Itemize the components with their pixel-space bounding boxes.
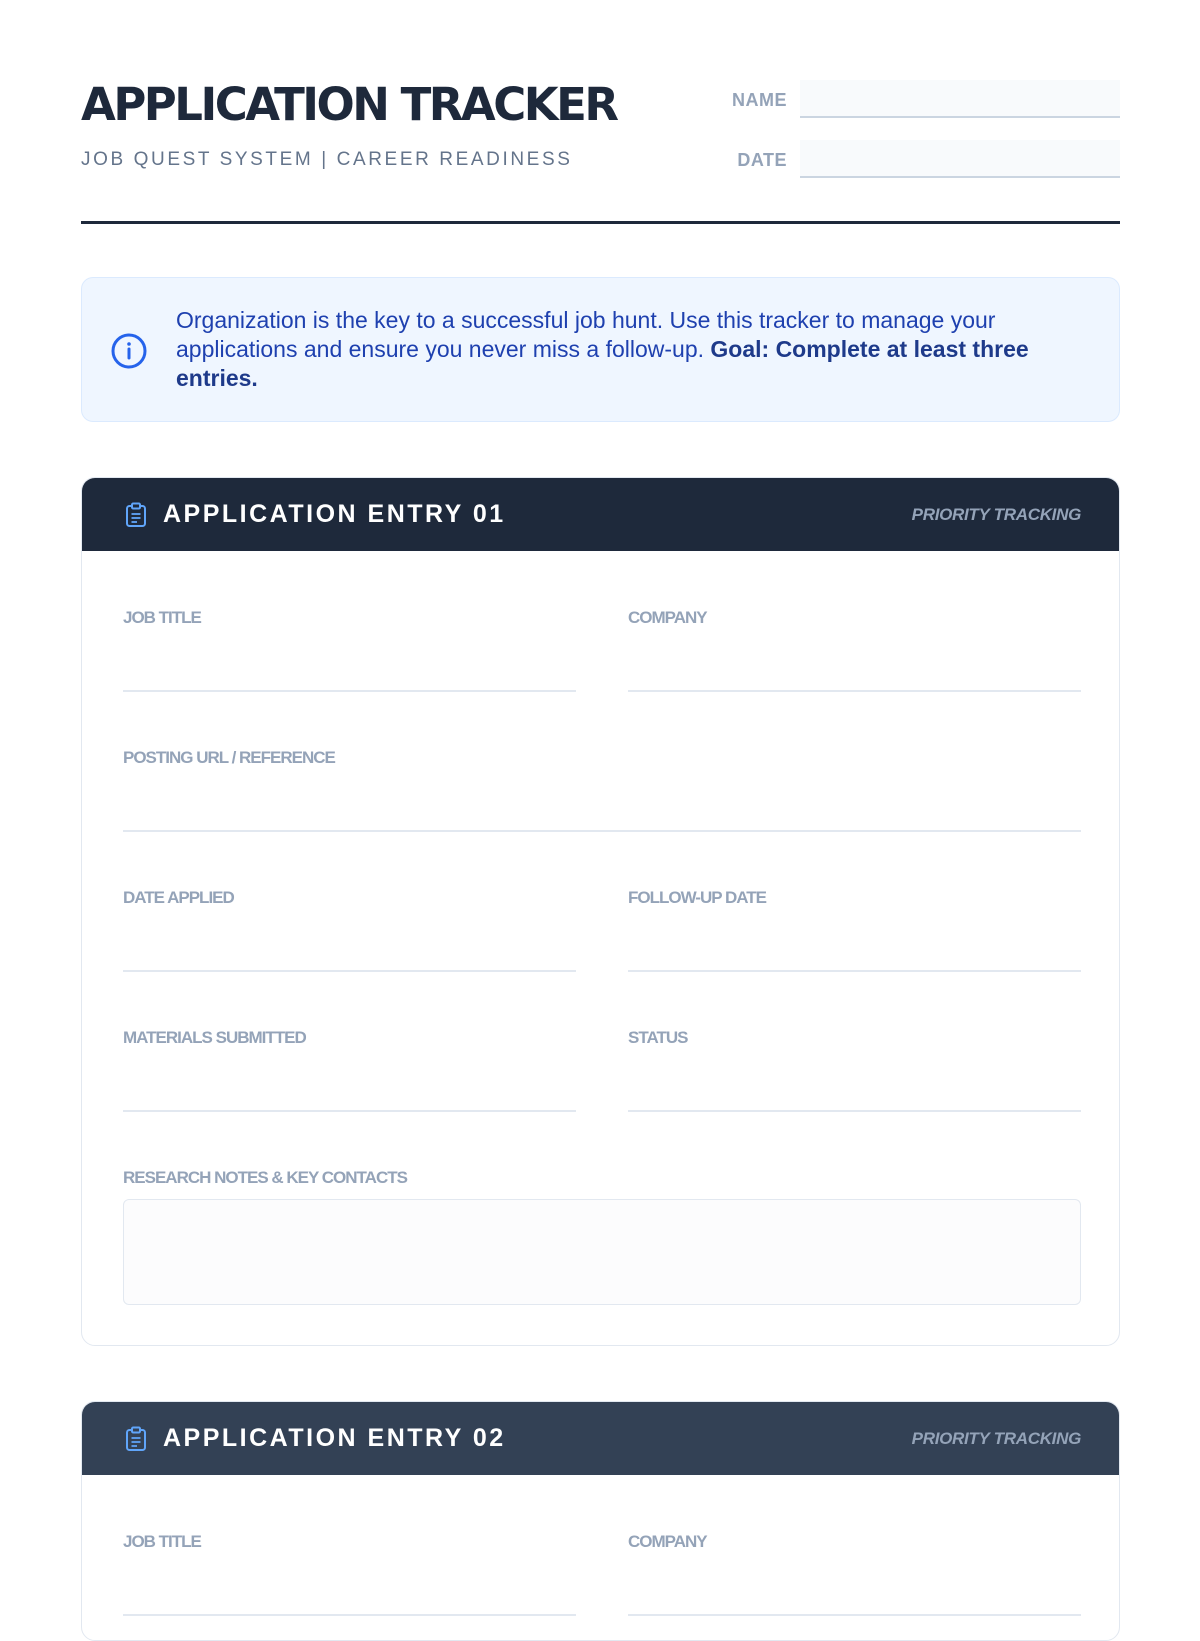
info-callout	[81, 277, 1120, 422]
company-label: COMPANY	[628, 1532, 707, 1551]
date-applied-field[interactable]	[123, 888, 576, 978]
company-label: COMPANY	[628, 608, 707, 627]
research-notes-label: RESEARCH NOTES & KEY CONTACTS	[123, 1168, 407, 1187]
follow-up-date-input[interactable]	[628, 970, 1081, 972]
entry-header	[82, 1402, 1119, 1475]
posting-url-input[interactable]	[123, 830, 1081, 832]
job-title-field[interactable]	[123, 1532, 576, 1622]
company-input[interactable]	[628, 690, 1081, 692]
job-title-input[interactable]	[123, 1614, 576, 1616]
date-applied-input[interactable]	[123, 970, 576, 972]
materials-submitted-input[interactable]	[123, 1110, 576, 1112]
date-label: DATE	[737, 150, 787, 170]
clipboard-icon	[124, 502, 148, 528]
job-title-field[interactable]	[123, 608, 576, 698]
status-input[interactable]	[628, 1110, 1081, 1112]
research-notes-textarea[interactable]	[123, 1199, 1081, 1305]
info-circle-icon	[110, 332, 148, 370]
name-field[interactable]	[800, 80, 1120, 118]
date-field[interactable]	[800, 140, 1120, 178]
page-subtitle: JOB QUEST SYSTEM | CAREER READINESS	[81, 149, 573, 170]
job-title-label: JOB TITLE	[123, 608, 201, 627]
status-label: STATUS	[628, 1028, 688, 1047]
company-field[interactable]	[628, 1532, 1081, 1622]
company-field[interactable]	[628, 608, 1081, 698]
application-entry-01	[81, 477, 1120, 1346]
info-goal: Goal: Complete at least three entries.	[176, 336, 1029, 391]
entry-header	[82, 478, 1119, 551]
page-title: APPLICATION TRACKER	[81, 78, 617, 131]
page	[81, 0, 1120, 1551]
page-header	[81, 0, 1120, 224]
name-row	[720, 80, 1120, 120]
entry-title: APPLICATION ENTRY 02	[163, 1424, 506, 1452]
posting-url-field[interactable]	[123, 748, 1081, 838]
priority-tag: PRIORITY TRACKING	[911, 1429, 1081, 1448]
status-field[interactable]	[628, 1028, 1081, 1118]
posting-url-label: POSTING URL / REFERENCE	[123, 748, 335, 767]
research-notes-field[interactable]	[123, 1168, 1081, 1308]
date-row	[720, 140, 1120, 180]
materials-submitted-label: MATERIALS SUBMITTED	[123, 1028, 306, 1047]
date-applied-label: DATE APPLIED	[123, 888, 234, 907]
materials-submitted-field[interactable]	[123, 1028, 576, 1118]
company-input[interactable]	[628, 1614, 1081, 1616]
application-entry-02	[81, 1401, 1120, 1641]
clipboard-icon	[124, 1426, 148, 1452]
name-label: NAME	[732, 90, 787, 110]
info-text	[176, 306, 1086, 393]
follow-up-date-field[interactable]	[628, 888, 1081, 978]
follow-up-date-label: FOLLOW-UP DATE	[628, 888, 767, 907]
job-title-label: JOB TITLE	[123, 1532, 201, 1551]
priority-tag: PRIORITY TRACKING	[911, 505, 1081, 524]
info-message: Organization is the key to a successful job hunt. Use this tracker to manage your applications and ensure you never miss a follow-up.	[176, 307, 996, 362]
entry-title: APPLICATION ENTRY 01	[163, 500, 506, 528]
job-title-input[interactable]	[123, 690, 576, 692]
